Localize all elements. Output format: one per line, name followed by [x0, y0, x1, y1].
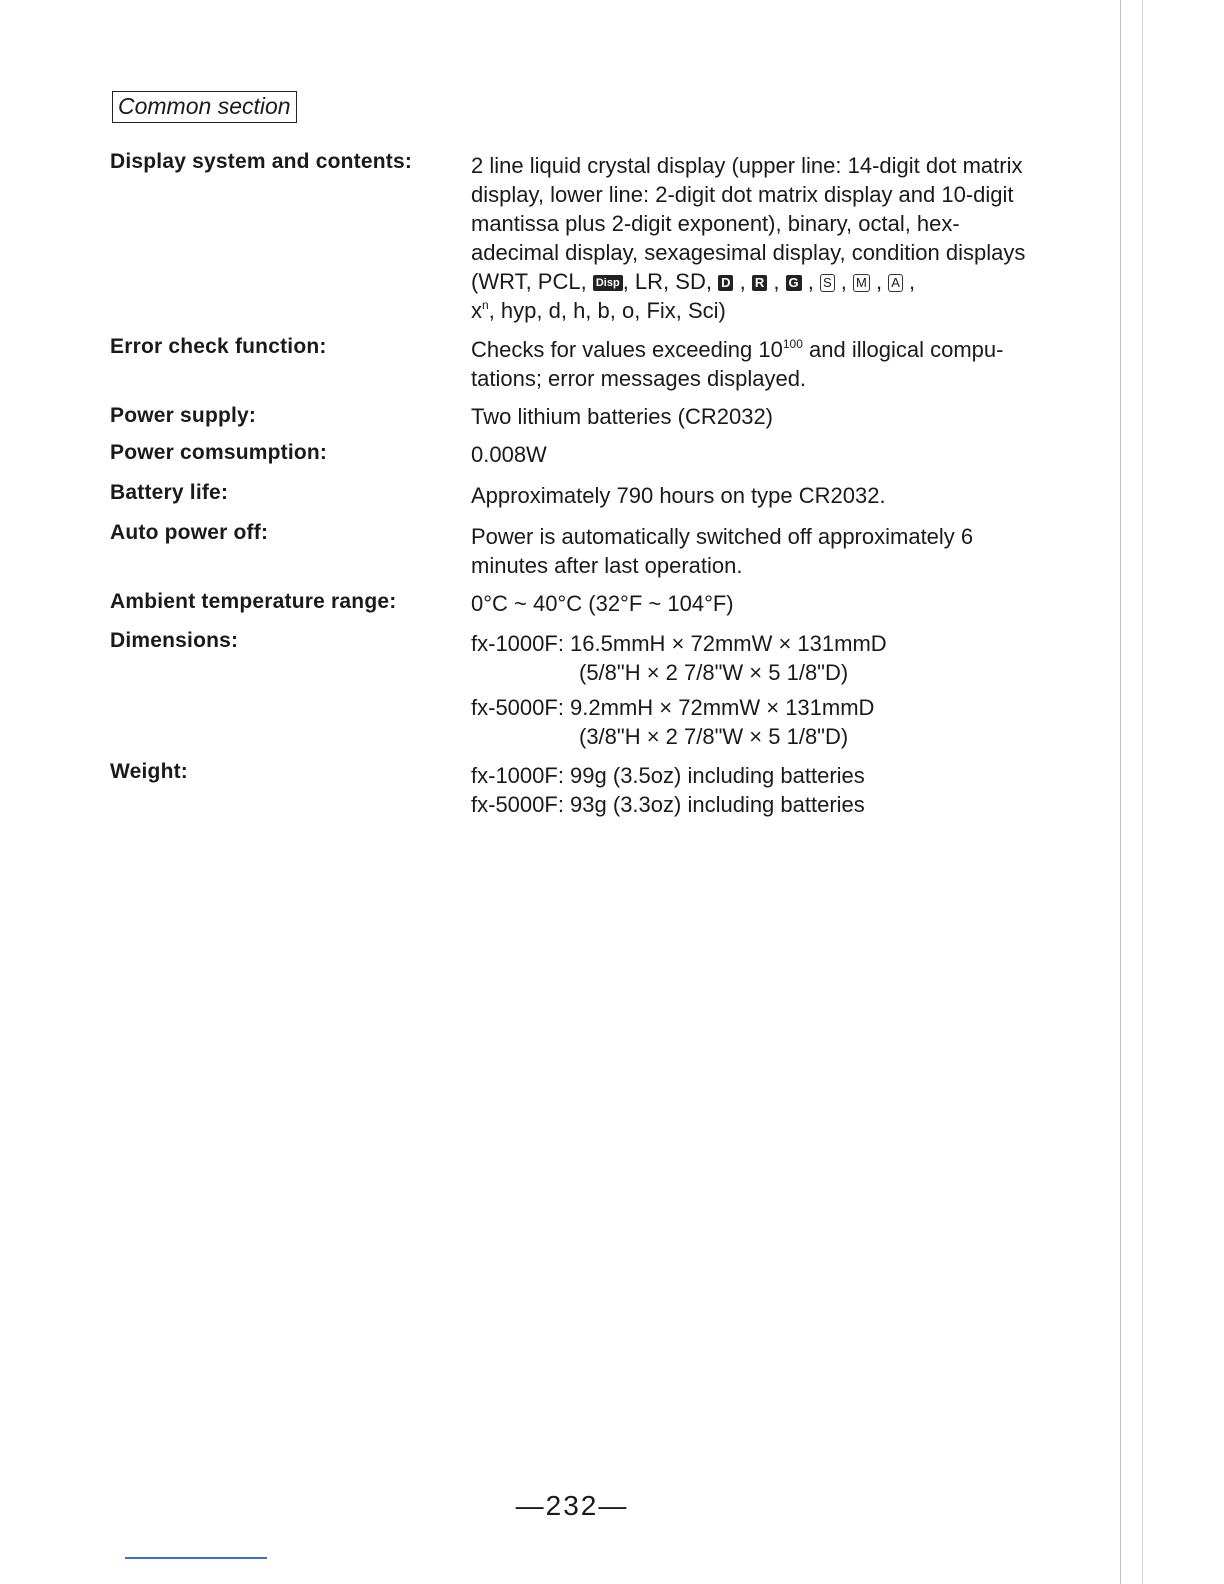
battery-life-value: Approximately 790 hours on type CR2032.	[471, 483, 886, 508]
alpha-indicator: A	[888, 274, 903, 292]
display-system-line-3: mantissa plus 2-digit exponent), binary, octal, hex-	[471, 211, 960, 236]
footer-rule	[125, 1557, 267, 1559]
display-system-line-6	[471, 296, 1056, 325]
dimensions-fx1000f-metric: fx-1000F: 16.5mmH × 72mmW × 131mmD	[471, 631, 887, 656]
auto-power-off-line-2: minutes after last operation.	[471, 553, 743, 578]
display-system-line-2: display, lower line: 2-digit dot matrix display and 10-digit	[471, 182, 1014, 207]
ambient-temperature-label: Ambient temperature range:	[110, 590, 397, 613]
power-consumption-value: 0.008W	[471, 442, 547, 467]
dimensions-value	[471, 629, 1056, 751]
ambient-temperature-value: 0°C ~ 40°C (32°F ~ 104°F)	[471, 591, 734, 616]
degree-indicator: D	[718, 275, 733, 291]
grad-indicator: G	[786, 275, 802, 291]
display-mode-list: , hyp, d, h, b, o, Fix, Sci)	[488, 298, 726, 323]
error-check-line-1	[471, 335, 1056, 364]
dimensions-label: Dimensions:	[110, 629, 239, 652]
error-check-post: and illogical compu-	[802, 337, 1004, 362]
section-title: Common section	[112, 91, 297, 123]
scan-margin-line-left	[1120, 0, 1121, 1584]
weight-fx5000f: fx-5000F: 93g (3.3oz) including batteries	[471, 792, 865, 817]
error-check-label: Error check function:	[110, 335, 327, 358]
battery-life-label: Battery life:	[110, 481, 229, 504]
power-supply-value: Two lithium batteries (CR2032)	[471, 404, 774, 429]
indicators-prefix: (WRT, PCL,	[471, 269, 587, 294]
scan-margin-line-right	[1142, 0, 1143, 1584]
error-check-exponent: 100	[782, 337, 803, 351]
error-check-pre: Checks for values exceeding 10	[471, 337, 783, 362]
x-n-superscript: n	[482, 298, 489, 312]
display-system-value	[471, 151, 1056, 325]
power-supply-label: Power supply:	[110, 404, 257, 427]
memory-indicator: M	[853, 274, 870, 292]
radian-indicator: R	[752, 275, 767, 291]
display-system-line-4: adecimal display, sexagesimal display, condition displays	[471, 240, 1026, 265]
display-system-line-1: 2 line liquid crystal display (upper line: 14-digit dot matrix	[471, 153, 1023, 178]
auto-power-off-line-1: Power is automatically switched off approximately 6	[471, 524, 974, 549]
page-number: —232—	[515, 1490, 629, 1521]
dimensions-fx5000f-imperial: (3/8"H × 2 7/8"W × 5 1/8"D)	[579, 724, 849, 749]
dimensions-fx1000f-imperial: (5/8"H × 2 7/8"W × 5 1/8"D)	[579, 660, 849, 685]
weight-fx1000f: fx-1000F: 99g (3.5oz) including batteries	[471, 763, 865, 788]
dimensions-fx5000f-metric: fx-5000F: 9.2mmH × 72mmW × 131mmD	[471, 695, 875, 720]
auto-power-off-label: Auto power off:	[110, 521, 269, 544]
error-check-line-2: tations; error messages displayed.	[471, 366, 807, 391]
indicators-mid: LR, SD,	[634, 269, 712, 294]
condition-indicators: (WRT, PCL, Disp , LR, SD, D , R , G , S , M , A ,	[471, 269, 916, 294]
shift-indicator: S	[820, 274, 835, 292]
x-n-base: x	[471, 298, 482, 323]
weight-label: Weight:	[110, 760, 188, 783]
display-system-label: Display system and contents:	[110, 150, 413, 173]
weight-value	[471, 761, 1056, 819]
auto-power-off-value	[471, 522, 1056, 580]
disp-indicator: Disp	[593, 275, 623, 291]
power-consumption-label: Power comsumption:	[110, 441, 328, 464]
error-check-value	[471, 335, 1056, 393]
